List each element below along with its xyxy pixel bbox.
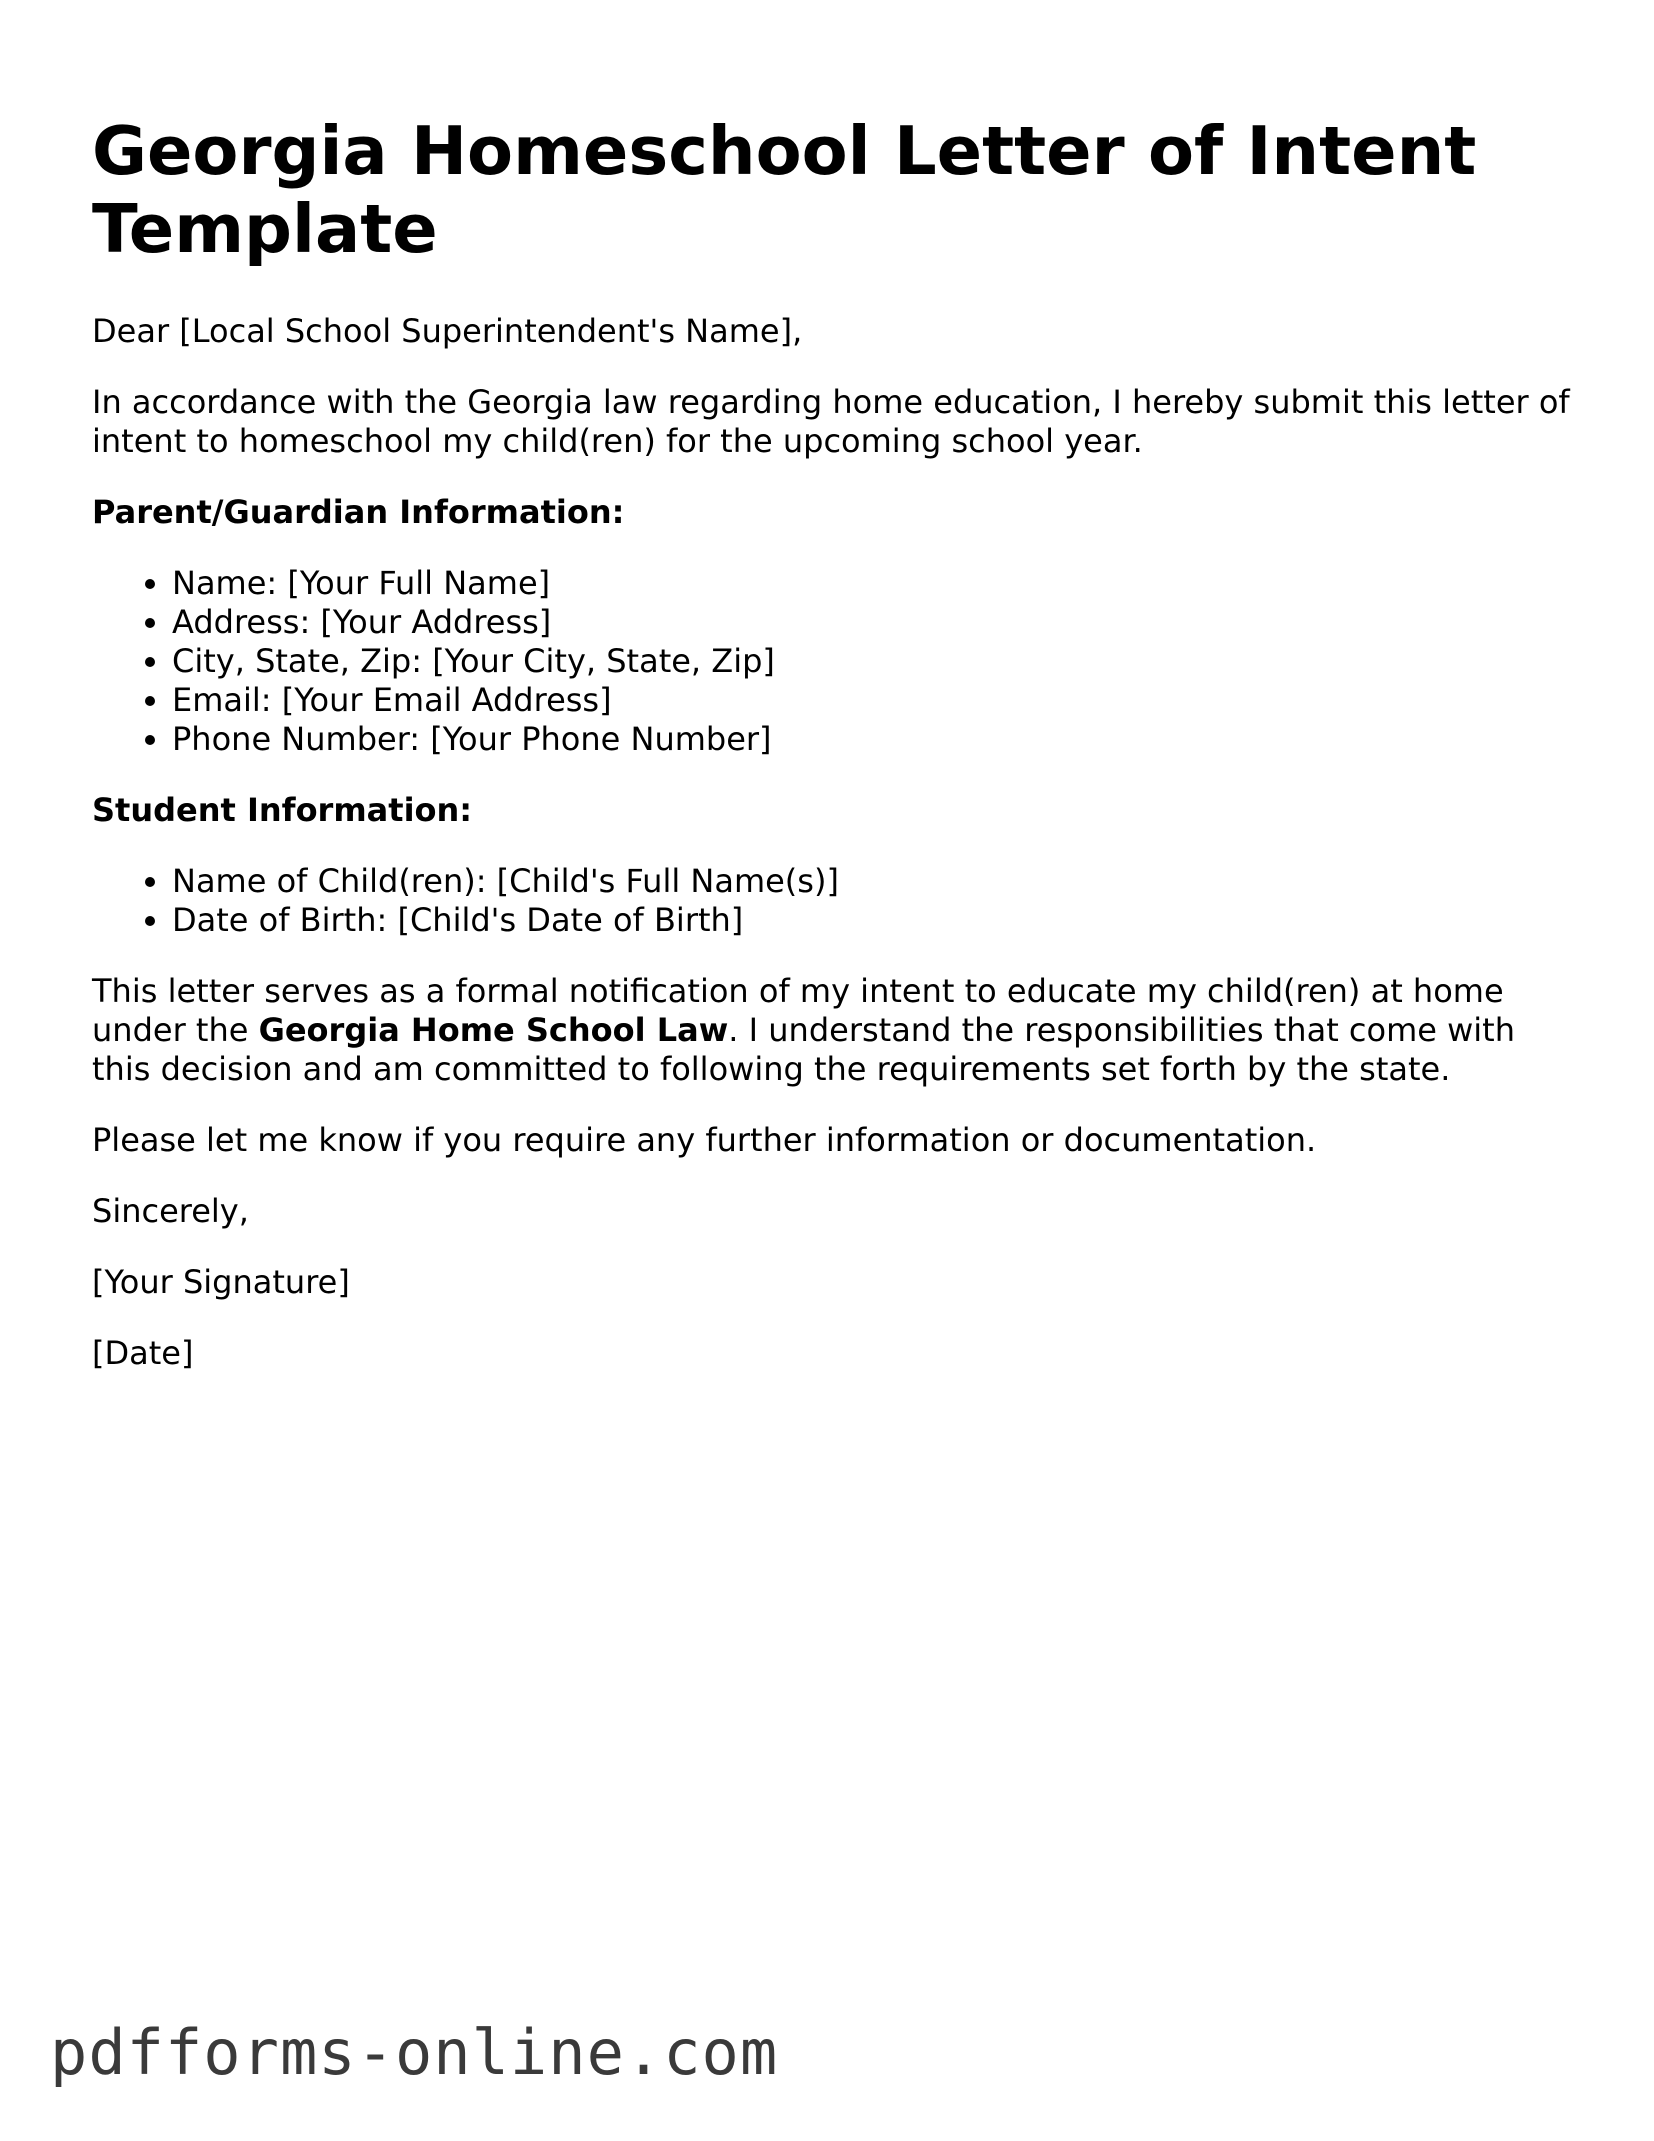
list-item: • Address: [Your Address] <box>172 603 1572 642</box>
law-name: Georgia Home School Law <box>258 1011 729 1049</box>
notification-paragraph <box>92 972 1572 1089</box>
signature-placeholder: [Your Signature] <box>92 1263 350 1301</box>
parent-info-list <box>92 564 1572 759</box>
date-placeholder: [Date] <box>92 1334 194 1372</box>
list-item: • City, State, Zip: [Your City, State, Zip] <box>172 642 1572 681</box>
salutation: Dear [Local School Superintendent's Name], <box>92 312 803 350</box>
list-item: • Name of Child(ren): [Child's Full Name(s)] <box>172 862 1572 901</box>
site-watermark: pdfforms-online.com <box>50 2016 779 2089</box>
request-paragraph: Please let me know if you require any further information or documentation. <box>92 1121 1317 1159</box>
list-item: • Date of Birth: [Child's Date of Birth] <box>172 901 1572 940</box>
document-title: Georgia Homeschool Letter of Intent Template <box>92 112 1477 268</box>
list-item: • Phone Number: [Your Phone Number] <box>172 720 1572 759</box>
closing: Sincerely, <box>92 1192 249 1230</box>
student-info-list <box>92 862 1572 940</box>
list-item: • Email: [Your Email Address] <box>172 681 1572 720</box>
notification-text-start: This letter serves as a formal notification of my intent to educate my child(ren) at home under the <box>92 972 1504 1049</box>
letter-page <box>92 112 1572 1405</box>
list-item: • Name: [Your Full Name] <box>172 564 1572 603</box>
intro-paragraph: In accordance with the Georgia law regarding home education, I hereby submit this letter of intent to homeschool my child(ren) for the upcoming school year. <box>92 383 1570 460</box>
student-section-heading: Student Information: <box>92 791 473 829</box>
notification-text-end: . I understand the responsibilities that come with this decision and am committed to following the requirements set forth by the state. <box>92 1011 1515 1088</box>
parent-section-heading: Parent/Guardian Information: <box>92 493 625 531</box>
